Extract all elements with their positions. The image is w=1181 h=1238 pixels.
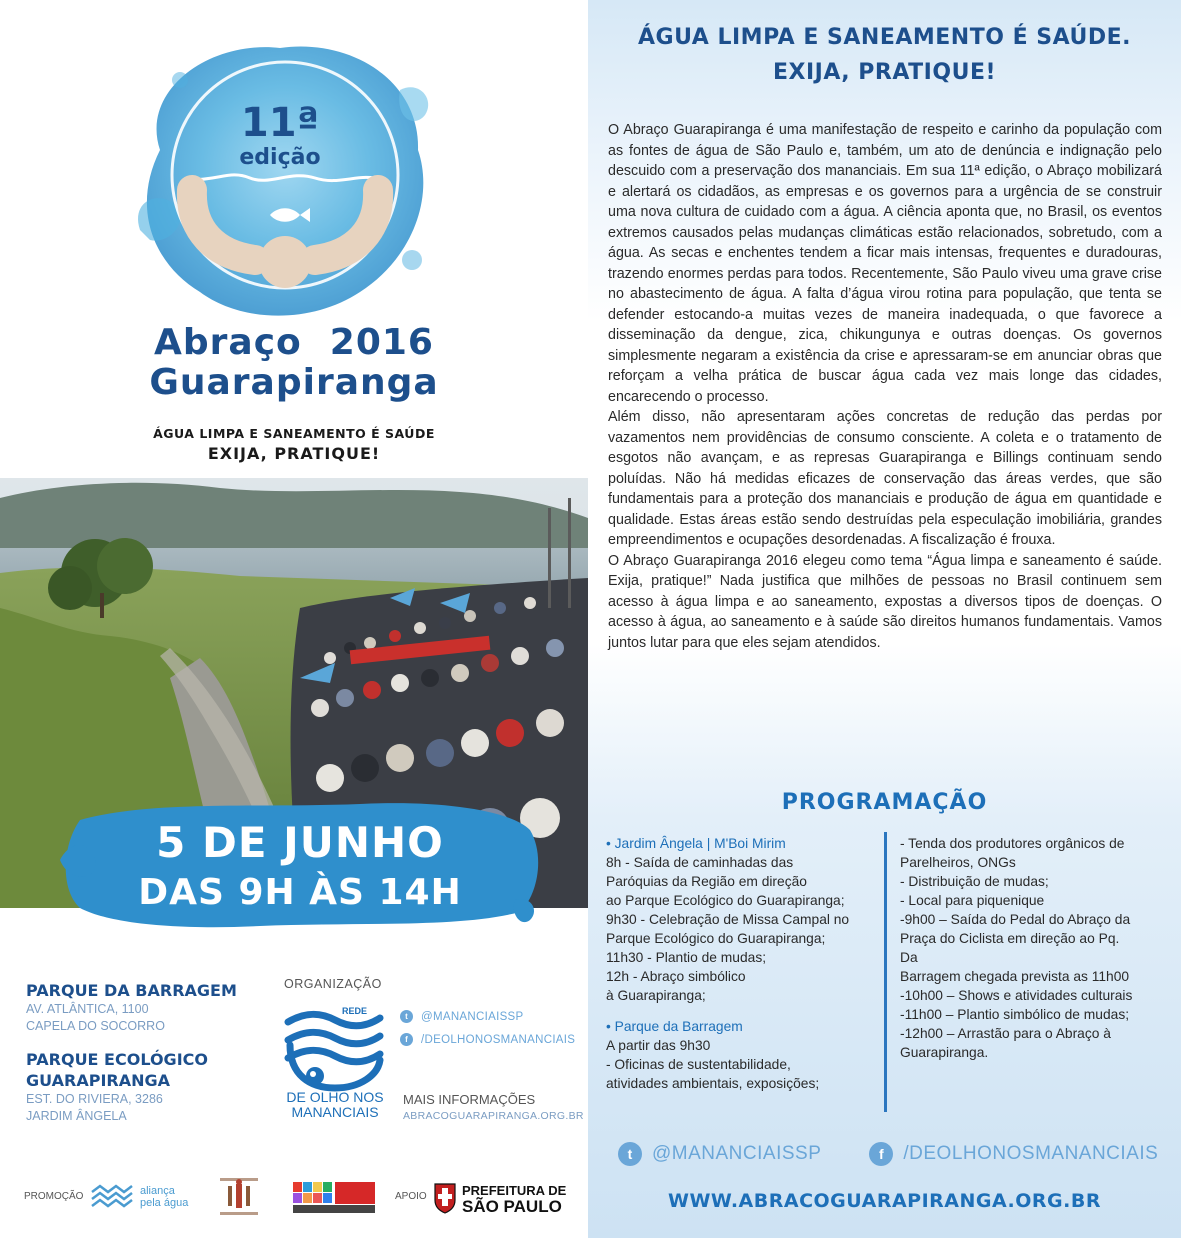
watercolor-splash-icon	[120, 30, 440, 330]
program-item: - Local para piquenique	[900, 893, 1045, 908]
more-info-url[interactable]: ABRACOGUARAPIRANGA.ORG.BR	[403, 1110, 584, 1122]
edition-logo	[120, 30, 440, 330]
venue-1-address-1: AV. ATLÂNTICA, 1100	[26, 1002, 149, 1016]
left-social-links	[400, 1010, 575, 1056]
prefeitura-line-2: SÃO PAULO	[462, 1197, 562, 1216]
body-paragraph-2: Além disso, não apresentaram ações concretas de redução das perdas por vazamentos nem providências de consumo consciente. A coleta e o tratamento de esgotos não avançam, e as represas Guarapiranga e Billings continuam sendo poluídas. Não há medidas eficazes de conservação das áreas verdes, que são fundamentais para a proteção dos mananciais e produção de água em quantidade e qualidade. Estas áreas estão sendo destruídas pela especulação imobiliária, grandes empreendimentos e ocupações desordenadas. A fiscalização é frouxa.	[608, 409, 1162, 548]
program-location-1: • Jardim Ângela | M'Boi Mirim	[606, 836, 786, 851]
right-facebook-handle[interactable]: /DEOLHONOSMANANCIAIS	[903, 1143, 1159, 1164]
program-item: ao Parque Ecológico do Guarapiranga;	[606, 893, 845, 908]
program-item: - Tenda dos produtores orgânicos de	[900, 836, 1125, 851]
program-column-1	[606, 834, 876, 1093]
tagline-2: EXIJA, PRATIQUE!	[207, 444, 381, 463]
venue-2-address-2: JARDIM ÂNGELA	[26, 1109, 127, 1123]
venue-1-address-2: CAPELA DO SOCORRO	[26, 1019, 165, 1033]
program-item: Parelheiros, ONGs	[900, 855, 1016, 870]
body-paragraph-1: O Abraço Guarapiranga é uma manifestação de respeito e carinho da população com as fontes de água de São Paulo e, também, um ato de denúncia e indignação pelo descuido com a preservação dos mananciais. Em sua 11ª edição, o Abraço mobilizará e alertará os cidadãos, as empresas e os governos para a urgência de se construir uma nova cultura de cuidado com a água. A ciência aponta que, no Brasil, os eventos extremos causados pelas mudanças climáticas estão relacionados, sobretudo, com a água. As secas e enchentes tendem a ficar mais intensas, frequentes e duradouras, trazendo enormes perdas para todos. Recentemente, São Paulo viveu uma grave crise no abastecimento de água. A falta d’água virou rotina para população, que tenta se defender estocando-a muitas vezes de maneira inadequada, o que favorece a disseminação da dengue, zica, chikungunya e outras doenças. Os governos simplesmente negaram a existência da crise e apressaram-se em anunciar obras que reforçam a velha prática de buscar água cada vez mais longe das cidades, encarecendo o processo.	[608, 122, 1162, 405]
right-twitter-handle[interactable]: @MANANCIAISSP	[652, 1143, 822, 1164]
prefeitura-line-1: PREFEITURA DE	[462, 1183, 567, 1198]
left-twitter-handle: @MANANCIAISSP	[421, 1010, 524, 1023]
venue-2-address-1: EST. DO RIVIERA, 3286	[26, 1092, 163, 1106]
program-item: Barragem chegada prevista as 11h00	[900, 969, 1130, 984]
sao-paulo-crest-icon	[432, 1180, 458, 1214]
program-item: -12h00 – Arrastão para o Abraço à	[900, 1026, 1111, 1041]
program-location-2: • Parque da Barragem	[606, 1019, 743, 1034]
edition-word: edição	[239, 145, 321, 170]
program-item: 8h - Saída de caminhadas das	[606, 855, 794, 870]
event-date: 5 DE JUNHO	[156, 818, 444, 867]
event-name-line-2: Guarapiranga	[149, 362, 439, 403]
venue-1-name: PARQUE DA BARRAGEM	[26, 981, 237, 1000]
website-url[interactable]: WWW.ABRACOGUARAPIRANGA.ORG.BR	[668, 1190, 1101, 1212]
more-info-label: MAIS INFORMAÇÕES	[403, 1092, 536, 1107]
left-twitter-link[interactable]	[400, 1010, 575, 1023]
organization-rede: REDE	[342, 1006, 368, 1016]
venues	[26, 980, 286, 1125]
program-column-2	[900, 834, 1170, 1062]
program-item: atividades ambientais, exposições;	[606, 1076, 820, 1091]
program-item: A partir das 9h30	[606, 1038, 711, 1053]
program-item: Parque Ecológico do Guarapiranga;	[606, 931, 826, 946]
program-item: -9h00 – Saída do Pedal do Abraço da	[900, 912, 1131, 927]
program-item: -11h00 – Plantio simbólico de mudas;	[900, 1007, 1130, 1022]
main-heading-2: EXIJA, PRATIQUE!	[772, 60, 996, 85]
program-item: - Distribuição de mudas;	[900, 874, 1049, 889]
event-hours: DAS 9H ÀS 14H	[138, 872, 462, 913]
tagline-1: ÁGUA LIMPA E SANEAMENTO É SAÚDE	[153, 426, 435, 441]
program-item: Guarapiranga.	[900, 1045, 989, 1060]
event-year: 2016	[329, 322, 434, 363]
santo-amaro-logo-icon	[214, 1172, 264, 1222]
organization-label: ORGANIZAÇÃO	[284, 977, 382, 991]
facebook-icon: f	[869, 1142, 893, 1166]
edition-number: 11ª	[240, 100, 320, 146]
left-panel	[0, 0, 588, 1238]
coletivo-logo-icon	[293, 1182, 375, 1214]
alianca-logo-text	[140, 1185, 188, 1209]
program-divider	[884, 832, 887, 1112]
program-item: 11h30 - Plantio de mudas;	[606, 950, 767, 965]
apoio-label: APOIO	[395, 1191, 427, 1202]
program-item: Praça do Ciclista em direção ao Pq.	[900, 931, 1120, 946]
organization-name-1: DE OLHO NOS	[286, 1089, 384, 1105]
program-item: Paróquias da Região em direção	[606, 874, 807, 889]
facebook-icon: f	[400, 1033, 413, 1046]
alianca-line-1: aliança	[140, 1185, 175, 1197]
program-item: 9h30 - Celebração de Missa Campal no	[606, 912, 850, 927]
promo-label: PROMOÇÃO	[24, 1191, 84, 1202]
right-panel	[588, 0, 1181, 1238]
twitter-icon: t	[400, 1010, 413, 1023]
program-item: à Guarapiranga;	[606, 988, 706, 1003]
event-name-abraco: Abraço	[154, 322, 302, 363]
venue-2-name-1: PARQUE ECOLÓGICO	[26, 1050, 208, 1069]
alianca-wave-logo-icon	[90, 1184, 136, 1208]
organization-logo-text	[280, 1090, 390, 1120]
event-name-line-1	[0, 322, 588, 363]
main-heading-1: ÁGUA LIMPA E SANEAMENTO É SAÚDE.	[638, 25, 1131, 50]
alianca-line-2: pela água	[140, 1197, 189, 1209]
program-item: -10h00 – Shows e atividades culturais	[900, 988, 1133, 1003]
venue-2-name-2: GUARAPIRANGA	[26, 1071, 171, 1090]
body-paragraph-3: O Abraço Guarapiranga 2016 elegeu como tema “Água limpa e saneamento é saúde. Exija, pratique!” Nada justifica que milhões de pessoas no Brasil continuem sem acesso à água limpa e ao saneamento, expostas a diversos tipos de doenças. O acesso à água, ao saneamento e à saúde são direitos humanos fundamentais. Vamos juntos lutar para que eles sejam atendidos.	[608, 552, 1162, 651]
program-item: - Oficinas de sustentabilidade,	[606, 1057, 791, 1072]
left-facebook-link[interactable]	[400, 1033, 575, 1046]
program-title: PROGRAMAÇÃO	[781, 790, 988, 815]
left-facebook-handle: /DEOLHONOSMANANCIAIS	[421, 1033, 576, 1046]
body-text	[608, 120, 1162, 653]
program-item: Da	[900, 950, 918, 965]
organization-name-2: MANANCIAIS	[291, 1104, 379, 1120]
twitter-icon: t	[618, 1142, 642, 1166]
program-item: 12h - Abraço simbólico	[606, 969, 746, 984]
right-social-links	[618, 1142, 1178, 1166]
